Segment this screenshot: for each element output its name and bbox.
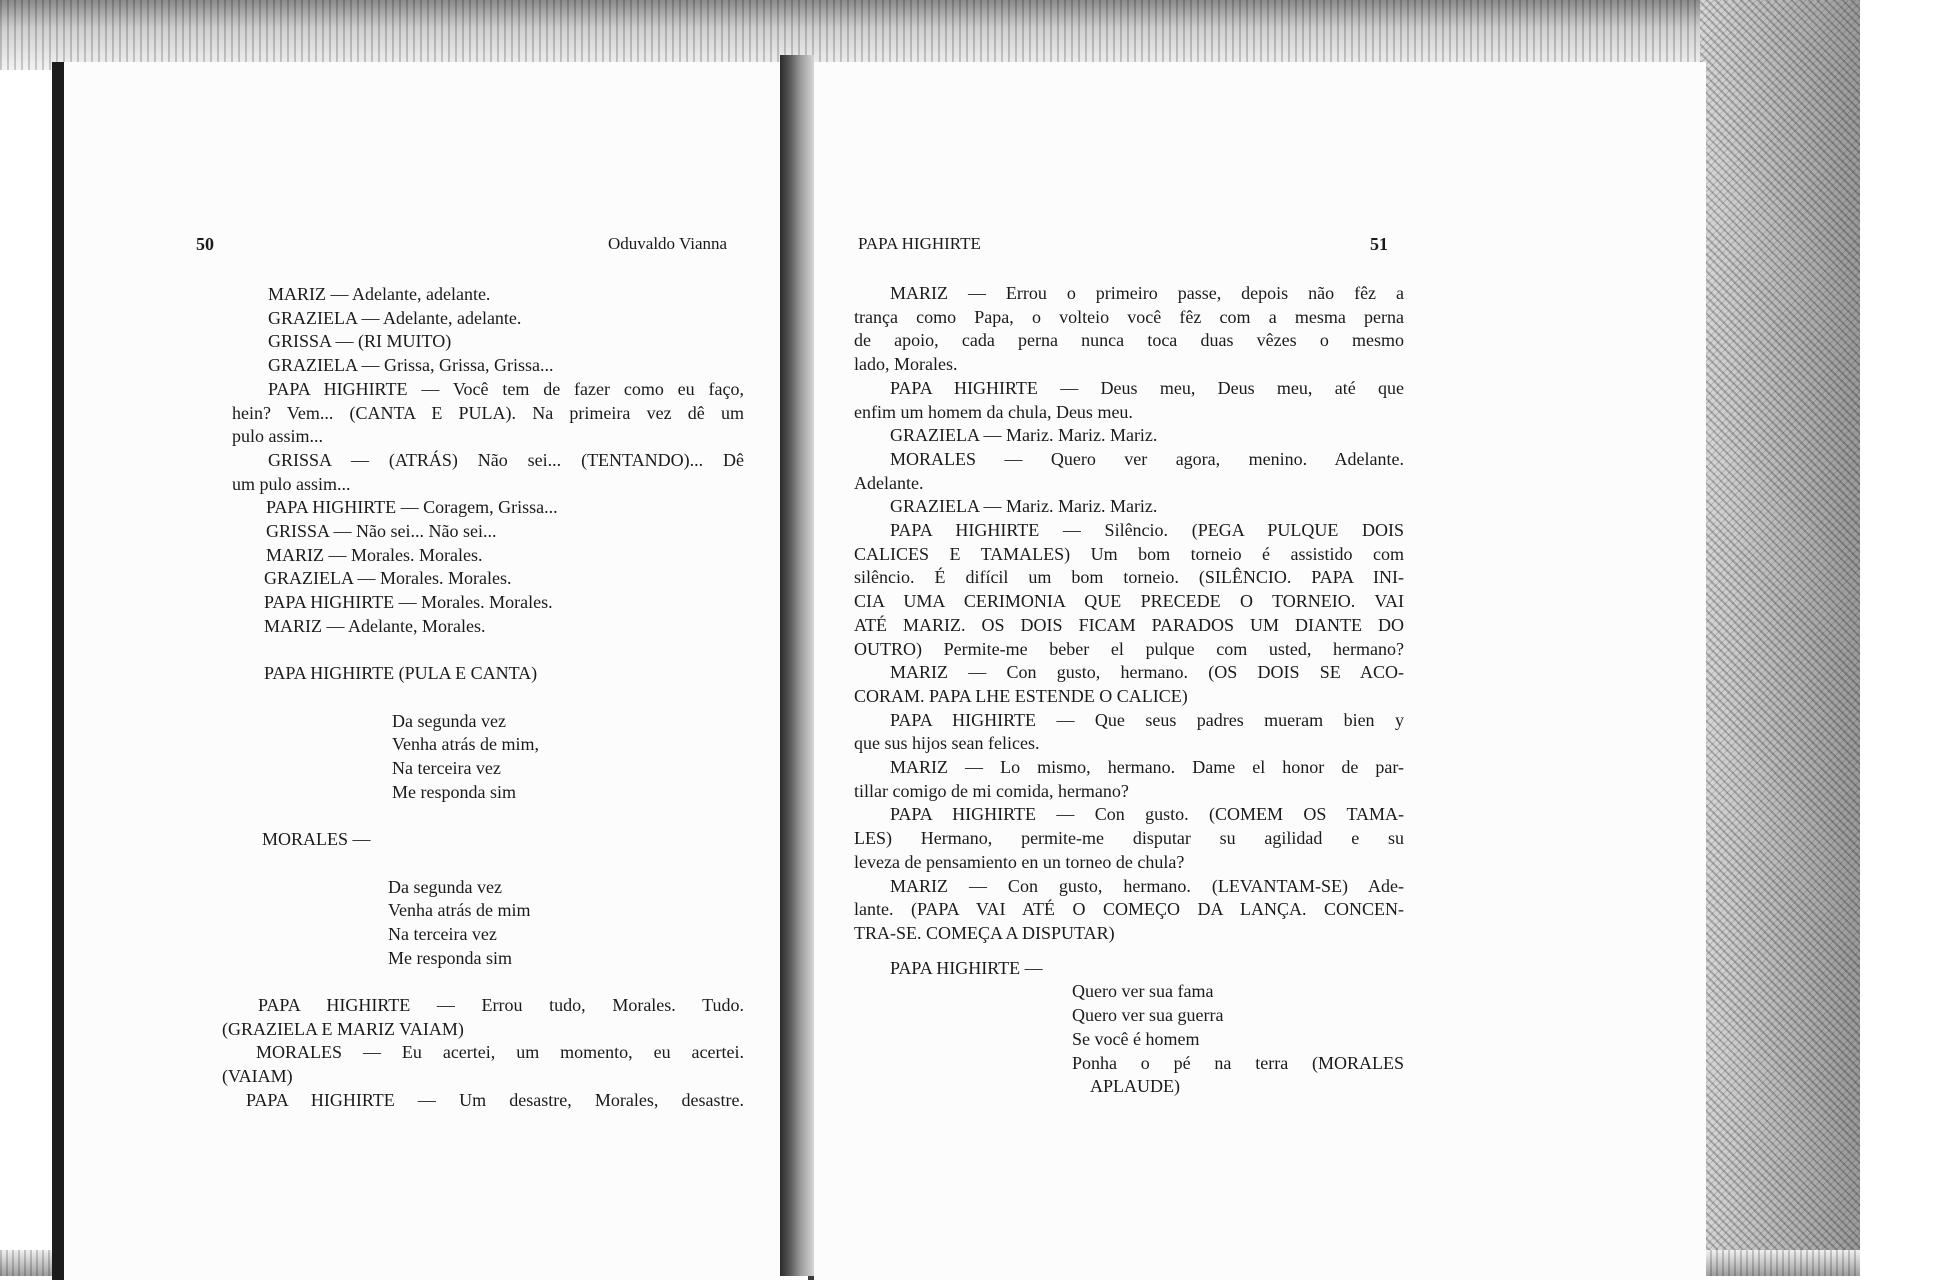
text-line-content: TRA-SE. COMEÇA A DISPUTAR) <box>854 922 1115 943</box>
text-line-content: (GRAZIELA E MARIZ VAIAM) <box>222 1018 464 1039</box>
text-line <box>192 378 744 402</box>
text-line <box>854 827 1404 851</box>
text-line <box>192 710 744 734</box>
text-line <box>854 803 1404 827</box>
text-line-content: PAPA HIGHIRTE — Deus meu, Deus meu, até que <box>890 377 1404 398</box>
text-line-content: MARIZ — Adelante, adelante. <box>268 284 491 304</box>
text-line <box>192 876 744 900</box>
text-line <box>192 283 744 307</box>
text-line <box>854 424 1404 448</box>
text-line-content: PAPA HIGHIRTE (PULA E CANTA) <box>264 663 538 684</box>
text-line <box>192 354 744 378</box>
text-line <box>854 1052 1404 1076</box>
text-line <box>854 661 1404 685</box>
text-line <box>854 329 1404 353</box>
text-line-content: MARIZ — Con gusto, hermano. (LEVANTAM-SE) Ade- <box>890 875 1404 896</box>
text-line-content: CALICES E TAMALES) Um bom torneio é assistido com <box>854 543 1404 564</box>
blank-line <box>192 804 744 828</box>
text-line <box>192 402 744 426</box>
text-line <box>192 828 744 852</box>
text-line <box>854 377 1404 401</box>
text-line-content: Quero ver sua guerra <box>1072 1005 1224 1026</box>
text-line <box>192 496 744 520</box>
text-line-content: tillar comigo de mi comida, hermano? <box>854 780 1129 801</box>
text-line-content: PAPA HIGHIRTE — Que seus padres mueram bien y <box>890 709 1404 730</box>
text-line-content: CORAM. PAPA LHE ESTENDE O CALICE) <box>854 685 1188 706</box>
text-line-content: GRISSA — (RI MUITO) <box>268 331 452 352</box>
text-line <box>192 733 744 757</box>
text-line <box>854 922 1404 946</box>
right-running-head: PAPA HIGHIRTE <box>858 234 981 253</box>
blank-line <box>192 639 744 663</box>
text-line <box>854 614 1404 638</box>
text-line <box>192 923 744 947</box>
text-line <box>854 685 1404 709</box>
text-line <box>192 449 744 473</box>
text-line-content: PAPA HIGHIRTE — Coragem, Grissa... <box>266 497 558 518</box>
text-line <box>192 899 744 923</box>
blank-line <box>854 946 1404 957</box>
text-line <box>854 638 1404 662</box>
text-line-content: Venha atrás de mim, <box>392 734 539 755</box>
text-line-content: hein? Vem... (CANTA E PULA). Na primeira vez dê um <box>232 402 744 423</box>
text-line <box>854 353 1404 377</box>
text-line <box>192 307 744 331</box>
text-line <box>192 473 744 497</box>
text-line-content: que sus hijos sean felices. <box>854 733 1040 754</box>
text-line <box>854 1004 1404 1028</box>
text-line-content: CIA UMA CERIMONIA QUE PRECEDE O TORNEIO. VAI <box>854 591 1404 612</box>
text-line-content: lado, Morales. <box>854 354 958 375</box>
text-line <box>854 566 1404 590</box>
text-line <box>854 709 1404 733</box>
text-line-content: PAPA HIGHIRTE — Morales. Morales. <box>264 592 553 613</box>
text-line <box>192 567 744 591</box>
text-line <box>192 1018 744 1042</box>
text-line <box>192 781 744 805</box>
text-line-content: MORALES — <box>262 829 371 850</box>
text-line-content: MARIZ — Morales. Morales. <box>266 544 483 565</box>
text-line <box>192 1065 744 1089</box>
text-line <box>192 1089 744 1113</box>
text-line-content: enfim um homem da chula, Deus meu. <box>854 401 1133 422</box>
text-line <box>854 543 1404 567</box>
text-line-content: Da segunda vez <box>392 710 506 731</box>
text-line <box>192 662 744 686</box>
text-line <box>192 1041 744 1065</box>
text-line-content: OUTRO) Permite-me beber el pulque com usted, hermano? <box>854 638 1404 659</box>
left-running-head: Oduvaldo Vianna <box>608 234 728 253</box>
text-line <box>854 1075 1404 1099</box>
text-line-content: GRAZIELA — Mariz. Mariz. Mariz. <box>890 496 1158 517</box>
text-line <box>192 615 744 639</box>
blank-line <box>192 852 744 876</box>
text-line-content: de apoio, cada perna nunca toca duas vêzes o mesmo <box>854 330 1404 351</box>
text-line-content: PAPA HIGHIRTE — Con gusto. (COMEM OS TAMA- <box>890 804 1404 825</box>
text-line-content: Da segunda vez <box>388 876 502 897</box>
text-line-content: Me responda sim <box>388 947 512 968</box>
text-line <box>854 980 1404 1004</box>
text-line-content: GRAZIELA — Adelante, adelante. <box>268 307 522 328</box>
text-line <box>854 519 1404 543</box>
right-page-text <box>854 282 1404 1099</box>
text-line-content: Se você é homem <box>1072 1028 1200 1049</box>
text-line-content: GRISSA — (ATRÁS) Não sei... (TENTANDO)... Dê <box>268 449 744 470</box>
text-line-content: pulo assim... <box>232 426 324 447</box>
text-line <box>854 282 1404 306</box>
text-line-content: trança como Papa, o volteio você fêz com a mesma perna <box>854 306 1404 327</box>
text-line-content: GRAZIELA — Mariz. Mariz. Mariz. <box>890 425 1158 446</box>
text-line-content: Venha atrás de mim <box>388 900 531 921</box>
blank-line <box>192 970 744 994</box>
text-line <box>854 472 1404 496</box>
book-gutter <box>780 55 814 1276</box>
text-line-content: (VAIAM) <box>222 1066 293 1087</box>
text-line <box>854 306 1404 330</box>
text-line <box>854 851 1404 875</box>
text-line <box>192 947 744 971</box>
text-line <box>854 495 1404 519</box>
text-line <box>192 757 744 781</box>
text-line <box>854 756 1404 780</box>
text-line <box>192 544 744 568</box>
text-line-content: silêncio. É difícil um bom torneio. (SILÊNCIO. PAPA INI- <box>854 567 1404 588</box>
text-line <box>854 732 1404 756</box>
text-line <box>854 448 1404 472</box>
right-page-number: 51 <box>1370 234 1388 254</box>
text-line <box>854 875 1404 899</box>
text-line-content: GRISSA — Não sei... Não sei... <box>266 521 497 542</box>
text-line-content: APLAUDE) <box>1090 1076 1180 1097</box>
text-line <box>854 1028 1404 1052</box>
text-line-content: GRAZIELA — Grissa, Grissa, Grissa... <box>268 355 554 376</box>
text-line-content: Na terceira vez <box>392 758 501 779</box>
text-line <box>854 780 1404 804</box>
text-line-content: MARIZ — Adelante, Morales. <box>264 615 486 636</box>
text-line <box>192 591 744 615</box>
text-line-content: MARIZ — Errou o primeiro passe, depois não fêz a <box>890 283 1404 303</box>
text-line-content: Ponha o pé na terra (MORALES <box>1072 1052 1404 1073</box>
text-line-content: Me responda sim <box>392 781 516 802</box>
text-line-content: MARIZ — Lo mismo, hermano. Dame el honor de par- <box>890 757 1404 778</box>
text-line-content: PAPA HIGHIRTE — Errou tudo, Morales. Tudo. <box>258 995 744 1016</box>
text-line-content: MORALES — Quero ver agora, menino. Adelante. <box>890 448 1404 469</box>
text-line-content: Quero ver sua fama <box>1072 981 1214 1002</box>
text-line-content: GRAZIELA — Morales. Morales. <box>264 568 512 589</box>
text-line-content: PAPA HIGHIRTE — <box>890 957 1043 978</box>
text-line <box>854 401 1404 425</box>
left-page-number: 50 <box>196 234 214 254</box>
text-line <box>854 898 1404 922</box>
text-line <box>192 425 744 449</box>
text-line-content: Na terceira vez <box>388 923 497 944</box>
text-line <box>854 957 1404 981</box>
text-line-content: PAPA HIGHIRTE — Silêncio. (PEGA PULQUE DOIS <box>890 520 1404 541</box>
scan-top-edge <box>0 0 1860 70</box>
text-line-content: leveza de pensamiento en un torneo de chula? <box>854 851 1185 872</box>
text-line-content: PAPA HIGHIRTE — Você tem de fazer como eu faço, <box>268 378 744 399</box>
text-line-content: MORALES — Eu acertei, um momento, eu acertei. <box>256 1042 744 1063</box>
scan-right-edge <box>1700 0 1860 1276</box>
text-line-content: Adelante. <box>854 472 924 493</box>
text-line-content: PAPA HIGHIRTE — Um desastre, Morales, desastre. <box>246 1089 744 1110</box>
text-line-content: MARIZ — Con gusto, hermano. (OS DOIS SE ACO- <box>890 662 1404 683</box>
text-line-content: LES) Hermano, permite-me disputar su agilidad e su <box>854 828 1404 849</box>
left-page-text <box>192 283 744 1113</box>
blank-line <box>192 686 744 710</box>
text-line <box>192 520 744 544</box>
text-line-content: lante. (PAPA VAI ATÉ O COMEÇO DA LANÇA. CONCEN- <box>854 899 1404 920</box>
text-line-content: um pulo assim... <box>232 473 351 494</box>
text-line <box>854 590 1404 614</box>
text-line <box>192 330 744 354</box>
text-line <box>192 994 744 1018</box>
text-line-content: ATÉ MARIZ. OS DOIS FICAM PARADOS UM DIANTE DO <box>854 614 1404 635</box>
